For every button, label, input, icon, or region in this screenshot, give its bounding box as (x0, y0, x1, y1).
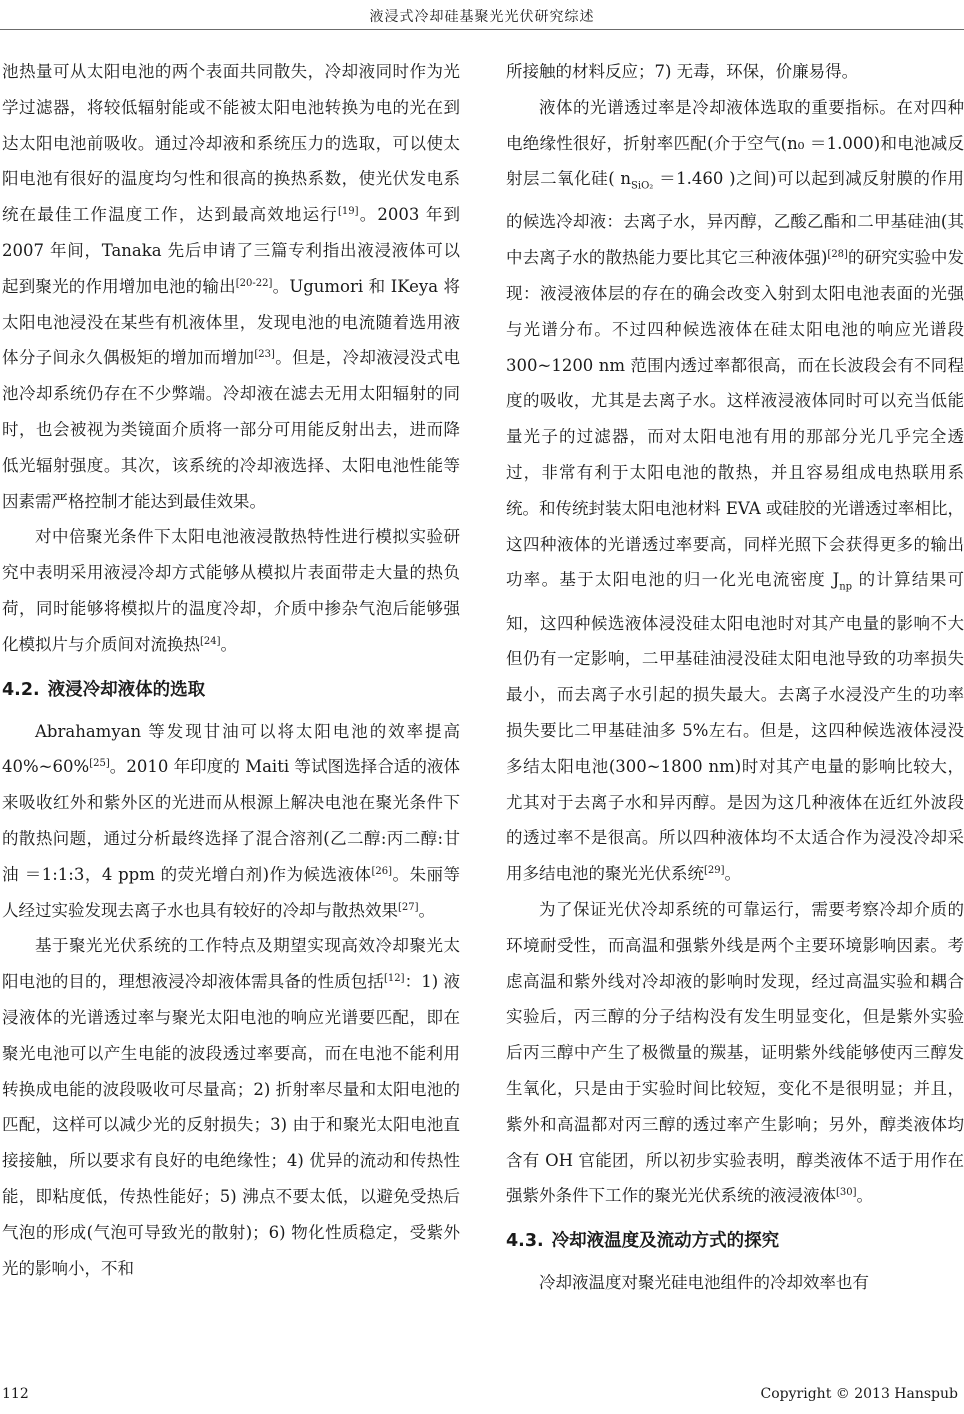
citation-ref: [30] (836, 1187, 857, 1199)
running-header: 液浸式冷却硅基聚光光伏研究综述 (369, 9, 595, 25)
section-title: 液浸冷却液体的选取 (47, 679, 206, 700)
citation-ref: [29] (704, 865, 725, 877)
paragraph: 所接触的材料反应；7) 无毒，环保，价廉易得。 (506, 62, 859, 81)
citation-ref: [19] (338, 206, 359, 218)
citation-ref: [26] (371, 865, 393, 877)
paragraph: 基于聚光光伏系统的工作特点及期望实现高效冷却聚光太阳电池的目的，理想液浸冷却液体需具备的性质包括[12]：1) 液浸液体的光谱透过率与聚光太阳电池的响应光谱要匹配，即在聚光电池可以产生电能的波段透过率要高，而在电池不能利用转换成电能的波段吸收可尽量高；2) 折射率尽量和太阳电池的匹配，这样可以减少光的反射损失；3) 由于和聚光太阳电池直接接触，所以要求有良好的电绝缘性；4) 优异的流动和传热性能，即粘度低，传热性能好；5) 沸点不要太低，以避免受热后气泡的形成(气泡可导致光的散射)；6) 物化性质稳定，受紫外光的影响小，不和 (2, 936, 461, 1278)
subscript: SiO₂ (631, 180, 654, 192)
citation-ref: [24] (200, 635, 221, 647)
section-number: 4.3. (506, 1231, 544, 1252)
citation-ref: [20-22] (235, 277, 273, 289)
left-column (2, 54, 460, 1286)
copyright-notice: Copyright © 2013 Hanspub (760, 1386, 958, 1402)
page-number: 112 (2, 1386, 29, 1402)
paragraph: 液体的光谱透过率是冷却液体选取的重要指标。在对四种电绝缘性很好，折射率匹配(介于空气(n₀ ＝1.000)和电池减反射层二氧化硅( $n_{SiO_2} =1.460$ )之间)可以起到减反射膜的作用的候选冷却液：去离子水，异丙醇，乙酸乙酯和二甲基硅油(其中去离子水的散热能力要比其它三种液体强)[28]的研究实验中发现：液浸液体层的存在的确会改变入射到太阳电池表面的光强与光谱分布。不过四种候选液体在硅太阳电池的响应光谱段 300~1200 nm 范围内透过率都很高，而在长波段会有不同程度的吸收，尤其是去离子水。这样液浸液体同时可以充当低能量光子的过滤器，而对太阳电池有用的那部分光几乎完全透过，非常有利于太阳电池的散热，并且容易组成电热联用系统。和传统封装太阳电池材料 EVA 或硅胶的光谱透过率相比，这四种液体的光谱透过率要高，同样光照下会获得更多的输出功率。基于太阳电池的归一化光电流密度 $J_{np}$ 的计算结果可知，这四种候选液体浸没硅太阳电池时对其产电量的影响不大但仍有一定影响，二甲基硅油浸没硅太阳电池导致的功率损失最小，而去离子水引起的损失最大。去离子水浸没产生的功率损失要比二甲基硅油多 5%左右。但是，这四种候选液体浸没多结太阳电池(300~1800 nm)时对其产电量的影响比较大，尤其对于去离子水和异丙醇。是因为这几种液体在近红外波段的透过率不是很高。所以四种液体均不太适合作为浸没冷却采用多结电池的聚光光伏系统[29]。 (506, 97, 964, 884)
header-divider (0, 29, 964, 30)
section-heading (506, 1226, 964, 1256)
paragraph: 为了保证光伏冷却系统的可靠运行，需要考察冷却介质的环境耐受性，而高温和强紫外线是两个主要环境影响因素。考虑高温和紫外线对冷却液的影响时发现，经过高温实验和耦合实验后，丙三醇的分子结构没有发生明显变化，但是紫外实验后丙三醇中产生了极微量的羰基，证明紫外线能够使丙三醇发生氧化，只是由于实验时间比较短，变化不是很明显；并且，紫外和高温都对丙三醇的透过率产生影响；另外，醇类液体均含有 OH 官能团，所以初步实验表明，醇类液体不适于用作在强紫外条件下工作的聚光光伏系统的液浸液体[30]。 (506, 899, 964, 1206)
right-column (506, 54, 964, 1301)
section-number: 4.2. (2, 679, 40, 700)
section-title: 冷却液温度及流动方式的探究 (551, 1231, 780, 1252)
citation-ref: [27] (398, 901, 419, 913)
paragraph: 池热量可从太阳电池的两个表面共同散失，冷却液同时作为光学过滤器，将较低辐射能或不能被太阳电池转换为电的光在到达太阳电池前吸收。通过冷却液和系统压力的选取，可以使太阳电池有很好的温度均匀性和很高的换热系数，使光伏发电系统在最佳工作温度工作，达到最高效地运行[19]。2003 年到 2007 年间，Tanaka 先后申请了三篇专利指出液浸液体可以起到聚光的作用增加电池的输出[20-22]。Ugumori 和 IKeya 将太阳电池浸没在某些有机液体里，发现电池的电流随着选用液体分子间永久偶极矩的增加而增加[23]。但是，冷却液浸没式电池冷却系统仍存在不少弊端。冷却液在滤去无用太阳辐射的同时，也会被视为类镜面介质将一部分可用能反射出去，进而降低光辐射强度。其次，该系统的冷却液选择、太阳电池性能等因素需严格控制才能达到最佳效果。 (2, 62, 461, 511)
section-heading (2, 675, 460, 705)
citation-ref: [28] (827, 249, 848, 261)
subscript: np (839, 581, 853, 593)
citation-ref: [25] (89, 758, 110, 770)
paragraph: Abrahamyan 等发现甘油可以将太阳电池的效率提高 40%~60%[25]。2010 年印度的 Maiti 等试图选择合适的液体来吸收红外和紫外区的光进而从根源上解决电池在聚光条件下的散热问题，通过分析最终选择了混合溶剂(乙二醇:丙二醇:甘油 ＝1:1:3，4 ppm 的荧光增白剂)作为候选液体[26]。朱丽等人经过实验发现去离子水也具有较好的冷却与散热效果[27]。 (2, 721, 460, 920)
paragraph: 对中倍聚光条件下太阳电池液浸散热特性进行模拟实验研究中表明采用液浸冷却方式能够从模拟片表面带走大量的热负荷，同时能够将模拟片的温度冷却，介质中掺杂气泡后能够强化模拟片与介质间对流换热[24]。 (2, 527, 460, 654)
paragraph: 冷却液温度对聚光硅电池组件的冷却效率也有 (539, 1273, 869, 1293)
citation-ref: [23] (254, 349, 275, 361)
citation-ref: [12] (383, 973, 405, 985)
